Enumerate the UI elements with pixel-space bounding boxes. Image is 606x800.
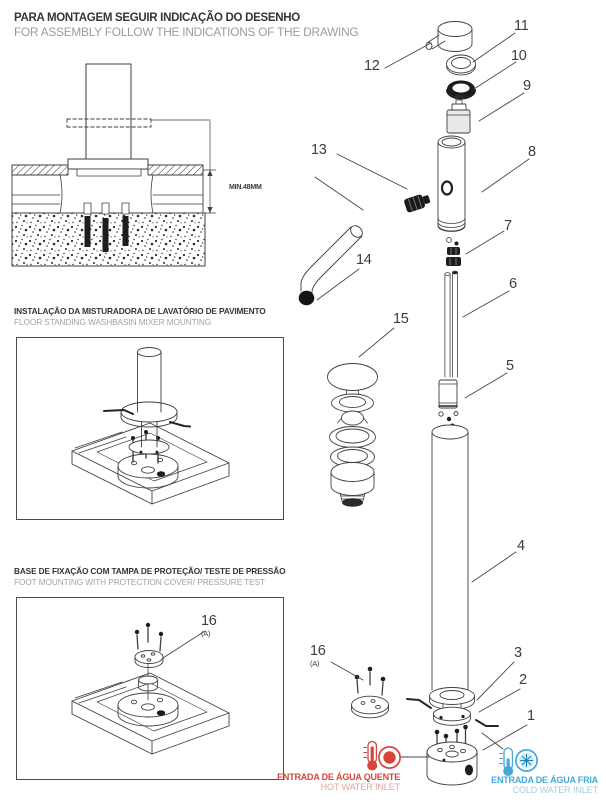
min-depth-dimension-label: MIN.48MM — [229, 184, 262, 191]
part-7-connectors-drawing — [446, 238, 461, 266]
exploded-view-drawing — [299, 22, 498, 786]
foot-mounting-title-pt: BASE DE FIXAÇÃO COM TAMPA DE PROTEÇÃO/ TESTE DE PRESSÃO — [14, 566, 286, 576]
part-label-11: 11 — [514, 18, 529, 34]
part-label-10: 10 — [511, 48, 527, 64]
mixer-mounting-title-en: FLOOR STANDING WASHBASIN MIXER MOUNTING — [14, 317, 212, 327]
cold-inlet-label-pt: ENTRADA DE ÁGUA FRIA — [491, 775, 598, 785]
part-11-ring-drawing — [447, 55, 476, 75]
part-label-7: 7 — [504, 218, 512, 234]
part-13-fitting-drawing — [403, 192, 431, 213]
callout-16a-sub: (A) — [201, 628, 211, 638]
mixer-mounting-title-pt: INSTALAÇÃO DA MISTURADORA DE LAVATÓRIO DE PAVIMENTO — [14, 306, 266, 316]
hot-inlet-label-pt: ENTRADA DE ÁGUA QUENTE — [277, 772, 400, 782]
cold-water-inlet-caption — [476, 775, 598, 796]
part-9-cartridge-drawing — [447, 96, 470, 133]
part-label-14: 14 — [356, 252, 372, 268]
part-label-3: 3 — [514, 645, 522, 661]
part-label-5: 5 — [506, 358, 514, 374]
part-15-waste-drawing — [328, 364, 378, 507]
part-label-13: 13 — [311, 142, 327, 158]
part-16-cover-drawing — [352, 667, 389, 718]
part-1-foot-drawing — [427, 742, 477, 785]
hot-water-icons — [364, 742, 401, 771]
header-title-pt: PARA MONTAGEM SEGUIR INDICAÇÃO DO DESENHO — [14, 12, 300, 24]
part-6-hoses-drawing — [445, 271, 458, 377]
part-label-1: 1 — [527, 708, 535, 724]
part-label-16-num: 16 — [310, 643, 326, 659]
cold-water-icons — [500, 748, 538, 776]
cold-inlet-snowflake-icon — [516, 750, 537, 771]
part-5-hose-section-drawing — [439, 380, 458, 429]
foot-mounting-figure-frame — [16, 597, 284, 780]
floor-cross-section-drawing — [12, 64, 216, 266]
mixer-mounting-section-title — [14, 306, 266, 327]
hot-water-inlet-caption — [276, 772, 400, 793]
part-4-column-drawing — [432, 425, 468, 690]
part-label-16-sub: (A) — [310, 658, 320, 668]
part-label-2: 2 — [519, 672, 527, 688]
mixer-mounting-figure-frame — [16, 337, 284, 520]
part-label-12: 12 — [364, 58, 380, 74]
part-label-9: 9 — [523, 78, 531, 94]
hot-inlet-icon — [379, 747, 400, 768]
callout-16a-box — [201, 614, 217, 637]
part-label-6: 6 — [509, 276, 517, 292]
hot-inlet-label-en: HOT WATER INLET — [320, 782, 400, 793]
foot-mounting-title-en: FOOT MOUNTING WITH PROTECTION COVER/ PRESSURE TEST — [14, 577, 265, 587]
part-14-spout-drawing — [299, 223, 365, 305]
foot-mounting-section-title — [14, 566, 285, 587]
part-label-8: 8 — [528, 144, 536, 160]
hot-thermometer-icon — [364, 742, 378, 771]
header — [14, 12, 358, 39]
part-8-body-drawing — [438, 136, 465, 232]
callout-16a-num: 16 — [201, 613, 217, 629]
cold-inlet-label-en: COLD WATER INLET — [512, 785, 598, 796]
part-label-4: 4 — [517, 538, 525, 554]
header-title-en: FOR ASSEMBLY FOLLOW THE INDICATIONS OF THE DRAWING — [14, 25, 359, 39]
cold-thermometer-icon — [500, 748, 514, 776]
part-label-16 — [310, 644, 326, 667]
part-label-15: 15 — [393, 311, 409, 327]
part-12-handle-drawing — [426, 22, 472, 52]
